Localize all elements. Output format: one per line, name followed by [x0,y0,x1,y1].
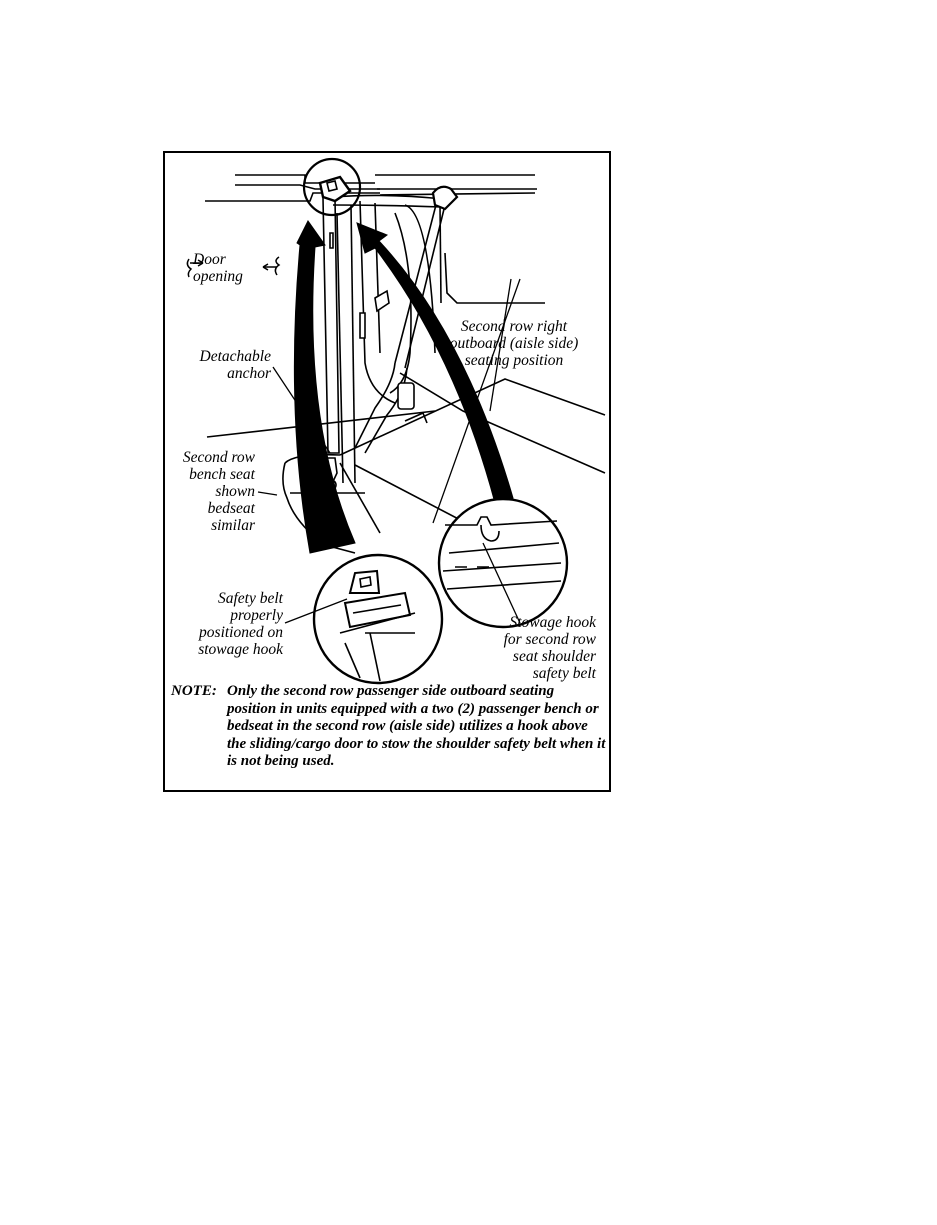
note-text: Only the second row passenger side outboard seating position in units equipped with a two (2) passenger bench or bedseat in the second row (aisle side) utilizes a hook above the sliding/cargo door to stow the shoulder safety belt when it is not being used. [227,683,606,770]
inset-safety-belt [314,555,442,683]
ceiling-anchor-buckle [320,177,457,209]
inset-stowage-hook [439,499,567,627]
label-door-opening: Door opening [193,251,243,285]
label-second-row-right: Second row right outboard (aisle side) seating position [449,318,579,369]
ceiling-rails [205,175,537,201]
label-safety-belt: Safety belt properly positioned on stowage hook [198,590,283,658]
label-detachable-anchor: Detachable anchor [199,348,271,382]
note-heading: NOTE: [171,683,217,699]
illustration-frame [163,151,611,792]
label-second-row-bench: Second row bench seat shown bedseat similar [182,449,255,534]
label-stowage-hook: Stowage hook for second row seat shoulder safety belt [503,614,596,682]
